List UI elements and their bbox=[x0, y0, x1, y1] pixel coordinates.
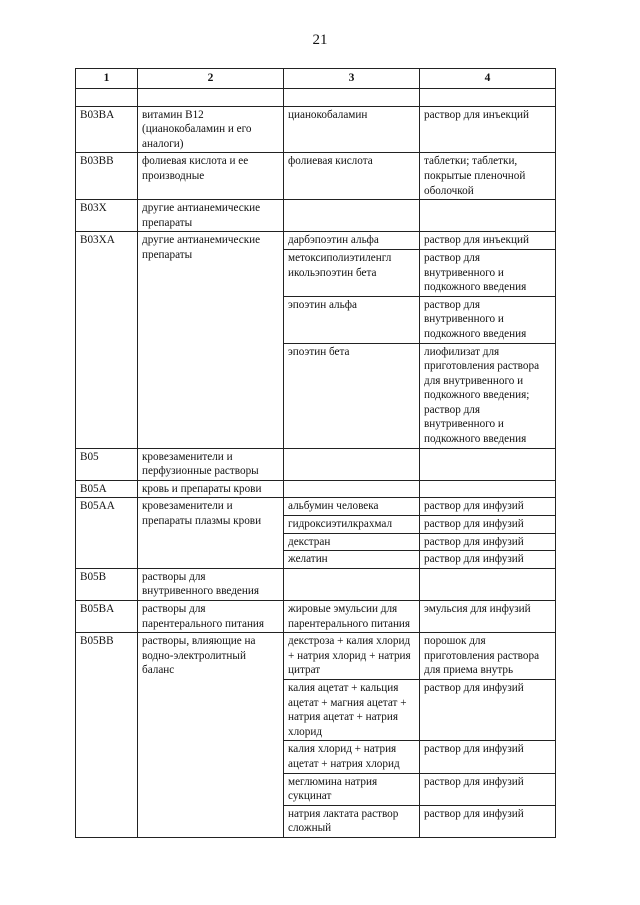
drug-name-cell: калия хлорид + натрия ацетат + натрия хлорид bbox=[284, 741, 420, 773]
atc-code-cell: B03BB bbox=[76, 153, 138, 200]
atc-code-cell: B03XA bbox=[76, 232, 138, 448]
drug-name-cell: эпоэтин альфа bbox=[284, 296, 420, 343]
column-header: 1 bbox=[76, 69, 138, 89]
group-name-cell: фолиевая кислота и ее производные bbox=[138, 153, 284, 200]
dosage-form-cell: раствор для инфузий bbox=[420, 498, 556, 516]
dosage-form-cell: раствор для инфузий bbox=[420, 773, 556, 805]
drug-name-cell: жировые эмульсии для парентерального питания bbox=[284, 601, 420, 633]
table-row bbox=[76, 498, 556, 516]
drug-name-cell: декстроза + калия хлорид + натрия хлорид + натрия цитрат bbox=[284, 633, 420, 680]
atc-code-cell: B05B bbox=[76, 568, 138, 600]
dosage-form-cell: раствор для инфузий bbox=[420, 805, 556, 837]
atc-code-cell: B05 bbox=[76, 448, 138, 480]
table-row bbox=[76, 568, 556, 600]
drug-name-cell: калия ацетат + кальция ацетат + магния ацетат + натрия ацетат + натрия хлорид bbox=[284, 679, 420, 740]
group-name-cell: кровезаменители и перфузионные растворы bbox=[138, 448, 284, 480]
table-row bbox=[76, 448, 556, 480]
drug-name-cell: альбумин человека bbox=[284, 498, 420, 516]
group-name-cell: растворы, влияющие на водно-электролитный баланс bbox=[138, 633, 284, 838]
drug-name-cell bbox=[284, 480, 420, 498]
dosage-form-cell: раствор для инъекций bbox=[420, 232, 556, 250]
table-row bbox=[76, 153, 556, 200]
dosage-form-cell: лиофилизат для приготовления раствора для внутривенного и подкожного введения; раствор для внутривенного и подкожного введения bbox=[420, 343, 556, 448]
dosage-form-cell bbox=[420, 200, 556, 232]
dosage-form-cell bbox=[420, 568, 556, 600]
table-row bbox=[76, 480, 556, 498]
group-name-cell: другие антианемические препараты bbox=[138, 200, 284, 232]
dosage-form-cell: раствор для внутривенного и подкожного введения bbox=[420, 249, 556, 296]
table-row bbox=[76, 633, 556, 680]
drug-name-cell: меглюмина натрия сукцинат bbox=[284, 773, 420, 805]
group-name-cell: витамин B12 (цианокобаламин и его аналоги) bbox=[138, 106, 284, 153]
drug-name-cell: желатин bbox=[284, 551, 420, 569]
group-name-cell: другие антианемические препараты bbox=[138, 232, 284, 448]
dosage-form-cell: таблетки; таблетки, покрытые пленочной оболочкой bbox=[420, 153, 556, 200]
atc-code-cell: B05BB bbox=[76, 633, 138, 838]
drug-name-cell: дарбэпоэтин альфа bbox=[284, 232, 420, 250]
atc-code-cell: B05BA bbox=[76, 601, 138, 633]
drug-name-cell: натрия лактата раствор сложный bbox=[284, 805, 420, 837]
atc-code-cell: B05A bbox=[76, 480, 138, 498]
drug-name-cell bbox=[284, 568, 420, 600]
group-name-cell: кровь и препараты крови bbox=[138, 480, 284, 498]
drug-name-cell bbox=[284, 200, 420, 232]
table-row bbox=[76, 232, 556, 250]
dosage-form-cell: раствор для инфузий bbox=[420, 741, 556, 773]
column-header: 3 bbox=[284, 69, 420, 89]
column-header: 2 bbox=[138, 69, 284, 89]
column-header: 4 bbox=[420, 69, 556, 89]
drug-name-cell: декстран bbox=[284, 533, 420, 551]
dosage-form-cell: раствор для инфузий bbox=[420, 551, 556, 569]
drug-name-cell: гидроксиэтилкрахмал bbox=[284, 516, 420, 534]
drug-name-cell: эпоэтин бета bbox=[284, 343, 420, 448]
atc-code-cell: B03BA bbox=[76, 106, 138, 153]
dosage-form-cell: раствор для инфузий bbox=[420, 679, 556, 740]
table-row bbox=[76, 200, 556, 232]
atc-code-cell: B05AA bbox=[76, 498, 138, 568]
drug-table bbox=[75, 68, 556, 838]
drug-name-cell: метоксиполиэтиленгл икольэпоэтин бета bbox=[284, 249, 420, 296]
spacer-row bbox=[76, 88, 556, 106]
dosage-form-cell bbox=[420, 448, 556, 480]
group-name-cell: растворы для парентерального питания bbox=[138, 601, 284, 633]
dosage-form-cell: порошок для приготовления раствора для приема внутрь bbox=[420, 633, 556, 680]
dosage-form-cell: эмульсия для инфузий bbox=[420, 601, 556, 633]
drug-name-cell: фолиевая кислота bbox=[284, 153, 420, 200]
group-name-cell: растворы для внутривенного введения bbox=[138, 568, 284, 600]
dosage-form-cell: раствор для инъекций bbox=[420, 106, 556, 153]
dosage-form-cell: раствор для инфузий bbox=[420, 533, 556, 551]
dosage-form-cell: раствор для внутривенного и подкожного введения bbox=[420, 296, 556, 343]
dosage-form-cell bbox=[420, 480, 556, 498]
drug-name-cell bbox=[284, 448, 420, 480]
page-number: 21 bbox=[312, 32, 328, 48]
table-row bbox=[76, 106, 556, 153]
drug-name-cell: цианокобаламин bbox=[284, 106, 420, 153]
atc-code-cell: B03X bbox=[76, 200, 138, 232]
table-header-row bbox=[76, 69, 556, 89]
dosage-form-cell: раствор для инфузий bbox=[420, 516, 556, 534]
table-row bbox=[76, 601, 556, 633]
group-name-cell: кровезаменители и препараты плазмы крови bbox=[138, 498, 284, 568]
